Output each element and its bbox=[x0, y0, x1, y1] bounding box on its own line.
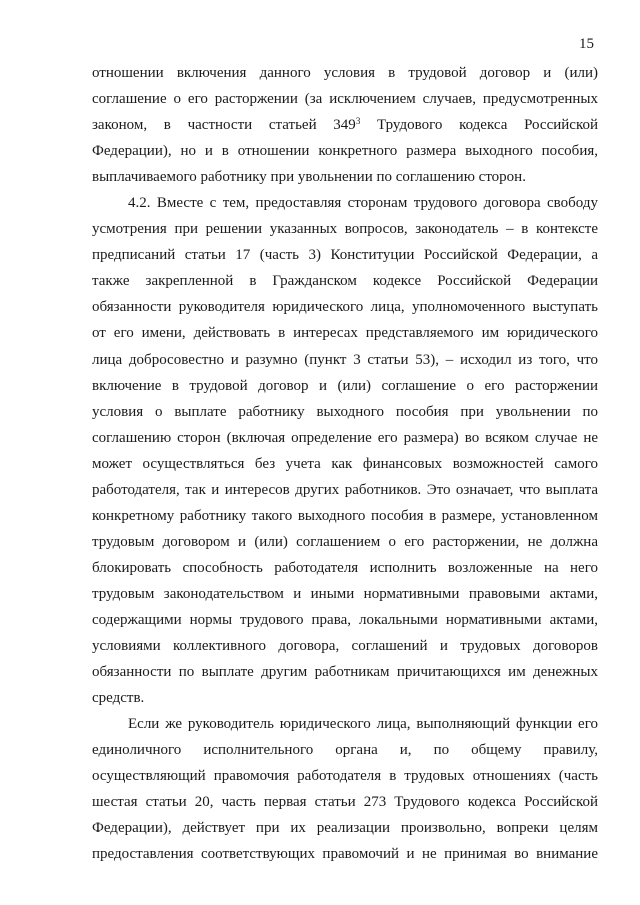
text-line: Федерации), но и в отношении конкретного размера выходного пособия, bbox=[92, 143, 598, 160]
text-line: обязанности по выплате другим работникам причитающихся им денежных bbox=[92, 664, 598, 681]
text-fragment: Трудового кодекса Российской bbox=[360, 117, 598, 134]
text-fragment: законом, в частности статьей 349 bbox=[92, 117, 356, 134]
paragraph-start-line: 4.2. Вместе с тем, предоставляя сторонам трудового договора свободу bbox=[128, 195, 598, 212]
text-line: Федерации), действует при их реализации произвольно, вопреки целям bbox=[92, 820, 598, 837]
text-line: также закрепленной в Гражданском кодексе Российской Федерации bbox=[92, 273, 598, 290]
text-line: средств. bbox=[92, 690, 145, 707]
text-line: содержащими нормы трудового права, локальными нормативными актами, bbox=[92, 611, 598, 628]
text-line: соглашению сторон (включая определение его размера) во всяком случае не bbox=[92, 429, 598, 446]
text-line: работодателя, так и интересов других работников. Это означает, что выплата bbox=[92, 481, 598, 498]
text-line: трудовым законодательством и иными нормативными правовыми актами, bbox=[92, 585, 598, 602]
text-line: предписаний статьи 17 (часть 3) Конституции Российской Федерации, а bbox=[92, 247, 598, 264]
paragraph-start-line: Если же руководитель юридического лица, выполняющий функции его bbox=[128, 716, 598, 733]
text-line: единоличного исполнительного органа и, по общему правилу, bbox=[92, 742, 598, 759]
footnote-superscript: 3 bbox=[355, 116, 361, 127]
text-line: трудовым договором и (или) соглашением о его расторжении, не должна bbox=[92, 533, 598, 550]
text-line: лица добросовестно и разумно (пункт 3 статьи 53), – исходил из того, что bbox=[92, 351, 598, 368]
text-line: соглашение о его расторжении (за исключением случаев, предусмотренных bbox=[92, 91, 598, 108]
text-line: условиями коллективного договора, соглашений и трудовых договоров bbox=[92, 638, 598, 655]
text-line: обязанности руководителя юридического лица, уполномоченного выступать bbox=[92, 299, 598, 316]
text-line: конкретному работнику такого выходного пособия в размере, установленном bbox=[92, 507, 598, 524]
text-line: отношении включения данного условия в трудовой договор и (или) bbox=[92, 65, 598, 81]
page-number: 15 bbox=[579, 36, 594, 52]
text-line: выплачиваемого работнику при увольнении по соглашению сторон. bbox=[92, 169, 526, 186]
text-line: осуществляющий правомочия работодателя в трудовых отношениях (часть bbox=[92, 768, 598, 785]
text-line-with-footnote bbox=[92, 112, 598, 138]
text-line: условия о выплате работнику выходного пособия при увольнении по bbox=[92, 403, 598, 420]
text-line: предоставления соответствующих правомочий и не принимая во внимание bbox=[92, 846, 598, 863]
text-line: может осуществляться без учета как финансовых возможностей самого bbox=[92, 455, 598, 472]
body-text bbox=[92, 60, 598, 867]
text-line: усмотрения при решении указанных вопросов, законодатель – в контексте bbox=[92, 221, 598, 238]
text-line: от его имени, действовать в интересах представляемого им юридического bbox=[92, 325, 598, 342]
text-line: блокировать способность работодателя исполнить возложенные на него bbox=[92, 559, 598, 576]
text-line: включение в трудовой договор и (или) соглашение о его расторжении bbox=[92, 377, 598, 394]
text-line: шестая статьи 20, часть первая статьи 273 Трудового кодекса Российской bbox=[92, 794, 598, 811]
